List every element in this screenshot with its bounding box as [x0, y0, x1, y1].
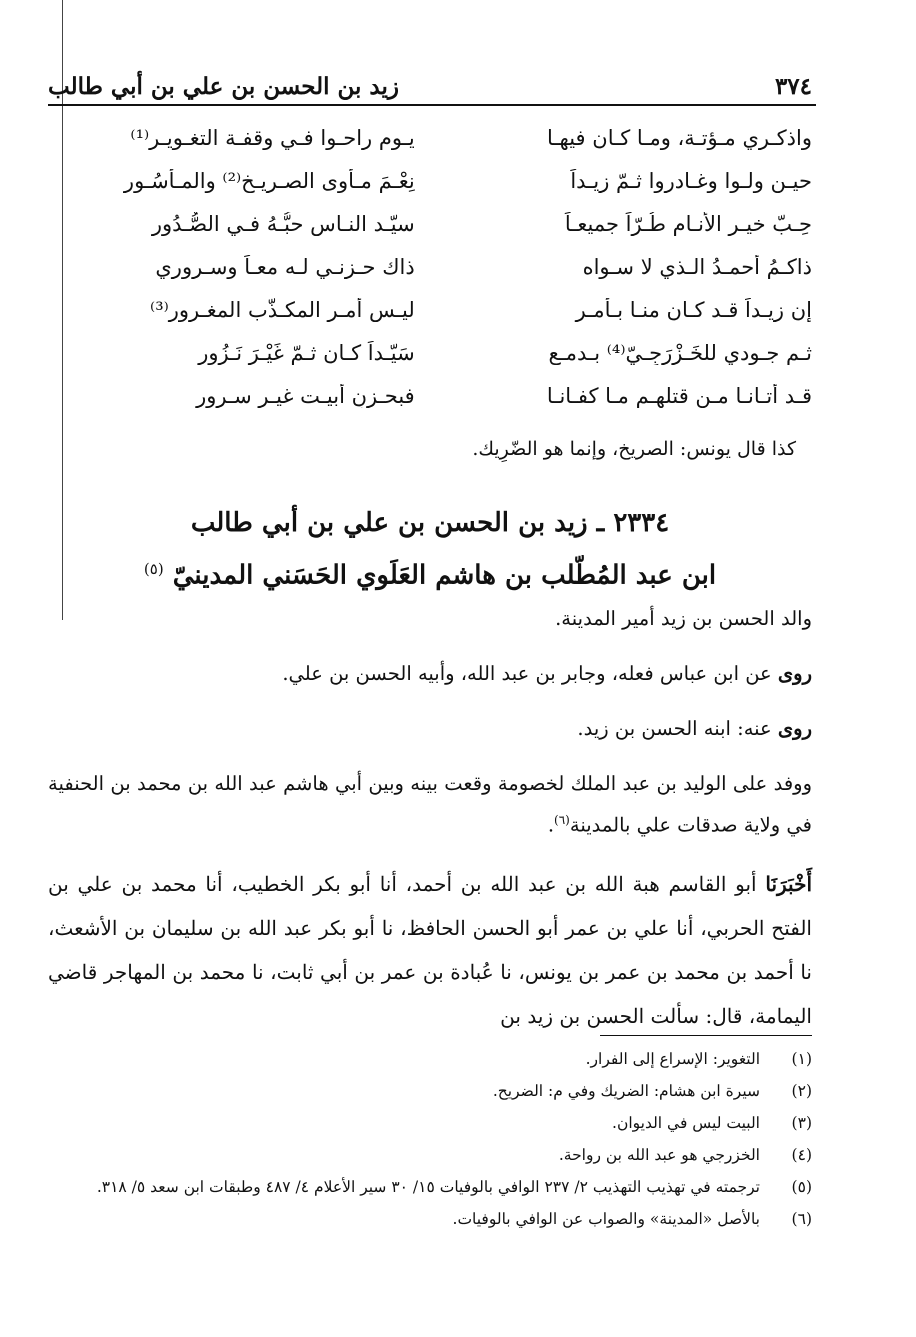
footnote-number: (١) [791, 1050, 812, 1068]
verse-second-hemistich: سيّـد النـاس حبُّـهُ فـي الصُّـدُورِ [151, 212, 415, 236]
entry-title [48, 500, 812, 599]
page-header [48, 60, 812, 100]
footnote-text: بالأصل «المدينة» والصواب عن الوافي بالوفيات. [452, 1210, 760, 1228]
poem [48, 126, 812, 427]
footnote [48, 1110, 812, 1136]
footnote-text: الخزرجي هو عبد الله بن رواحة. [558, 1146, 760, 1164]
poem-note: كذا قال يونس: الصريخ، وإنما هو الضّرِيك. [472, 438, 796, 460]
footnote-number: (٥) [791, 1178, 812, 1196]
verse [48, 255, 812, 298]
verse [48, 341, 812, 384]
footnote-text: سيرة ابن هشام: الضريك وفي م: الضريح. [492, 1082, 760, 1100]
footnote [48, 1142, 812, 1168]
footnote-number: (٦) [791, 1210, 812, 1228]
verse-second-hemistich: يـوم راحـوا فـي وقفـة التغـويـر⁽¹⁾ [130, 126, 415, 150]
paragraph [48, 710, 812, 747]
footnote-text: البيت ليس في الديوان. [612, 1114, 760, 1132]
footnote-ref: (٥) [143, 560, 164, 578]
paragraph-lead: روى [777, 662, 812, 685]
entry-body [48, 600, 812, 1056]
paragraph-lead: أَخْبَرَنَا [765, 871, 812, 896]
verse [48, 298, 812, 341]
footnote [48, 1046, 812, 1072]
paragraph-text: عنه: ابنه الحسن بن زيد. [577, 717, 778, 740]
running-title: زيد بن الحسن بن علي بن أبي طالب [48, 73, 400, 100]
verse-second-hemistich: نِعْـمَ مـأوى الصـريـخ⁽²⁾ والمـأسُـورِ [123, 169, 415, 193]
footnote-text: التغوير: الإسراع إلى الفرار. [585, 1050, 760, 1068]
verse-second-hemistich: فبحـزنٍ أبيـت غيـر سـرور [196, 384, 415, 408]
verse-second-hemistich: ليـس أمـر المكـذّب المغـرور⁽³⁾ [150, 298, 415, 322]
paragraph-end: . [547, 813, 555, 837]
verse [48, 384, 812, 427]
verse-second-hemistich: سَيّـداً كـان ثـمّ غَيْـرَ نَـزُورِ [198, 341, 415, 365]
paragraph [48, 655, 812, 692]
entry-title-line-2 [48, 546, 812, 599]
verse-first-hemistich: قـد أتـانـا مـن قتلهـم مـا كفـانـا [546, 384, 812, 408]
footnote-text: ترجمته في تهذيب التهذيب ٢/ ٢٣٧ الوافي بالوفيات ١٥/ ٣٠ سير الأعلام ٤/ ٤٨٧ وطبقات ابن سعد ٥/ ٣١٨. [96, 1178, 760, 1196]
footnote [48, 1078, 812, 1104]
paragraph-text: عن ابن عباس فعله، وجابر بن عبد الله، وأبيه الحسن بن علي. [282, 662, 778, 685]
paragraph: والد الحسن بن زيد أمير المدينة. [555, 607, 812, 630]
footnotes [48, 1046, 812, 1238]
paragraph-text: ووفد على الوليد بن عبد الملك لخصومة وقعت بينه وبين أبي هاشم عبد الله بن محمد بن الحنفية في ولاية صدقات علي بالمدينة [48, 772, 812, 837]
verse-first-hemistich: ثـم جـودي للخَـزْرَجِـيّ⁽⁴⁾ بـدمـع [548, 341, 812, 365]
page-number: ٣٧٤ [774, 73, 812, 100]
entry-title-line-1: ٢٣٣٤ ـ زيد بن الحسن بن علي بن أبي طالب [190, 508, 670, 538]
paragraph [48, 862, 812, 1038]
footnote-ref: (٦) [554, 813, 570, 827]
verse-first-hemistich: حيـن ولـوا وغـادروا ثـمّ زيـداً [570, 169, 812, 193]
paragraph-text: أبو القاسم هبة الله بن عبد الله بن أحمد، أنا أبو بكر الخطيب، أنا محمد بن علي بن الفتح الحربي، أنا علي بن عمر أبو الحسن الحافظ، نا أبو بكر عبد الله بن سليمان بن الأشعث، نا أحمد بن محمد بن عمر بن يونس، نا عُبادة بن عمر بن أبي ثابت، نا محمد بن المهاجر قاضي اليمامة، قال: سألت الحسن بن زيد بن [48, 871, 812, 1028]
entry-title-line-2-text: ابن عبد المُطّلب بن هاشم العَلَوي الحَسَني المدينيّ [172, 560, 717, 591]
verse-second-hemistich: ذاك حـزنـي لـه معـاً وسـروري [155, 255, 415, 279]
footnote-number: (٣) [791, 1114, 812, 1132]
verse-first-hemistich: واذكـري مـؤتـة، ومـا كـان فيهـا [546, 126, 812, 150]
header-rule [48, 104, 816, 106]
verse [48, 212, 812, 255]
footnote [48, 1206, 812, 1232]
verse-first-hemistich: حِـبّ خيـر الأنـام طُـرّاً جميعـاً [564, 212, 812, 236]
verse-first-hemistich: ذاكـمُ أحمـدُ الـذي لا سـواه [582, 255, 812, 279]
paragraph [48, 765, 812, 844]
footnote-number: (٢) [791, 1082, 812, 1100]
footnote [48, 1174, 812, 1200]
paragraph-lead: روى [777, 717, 812, 740]
verse [48, 126, 812, 169]
verse-first-hemistich: إن زيـداً قـد كـان منـا بـأمـر [575, 298, 812, 322]
footnote-rule [600, 1035, 812, 1036]
verse [48, 169, 812, 212]
footnote-number: (٤) [791, 1146, 812, 1164]
